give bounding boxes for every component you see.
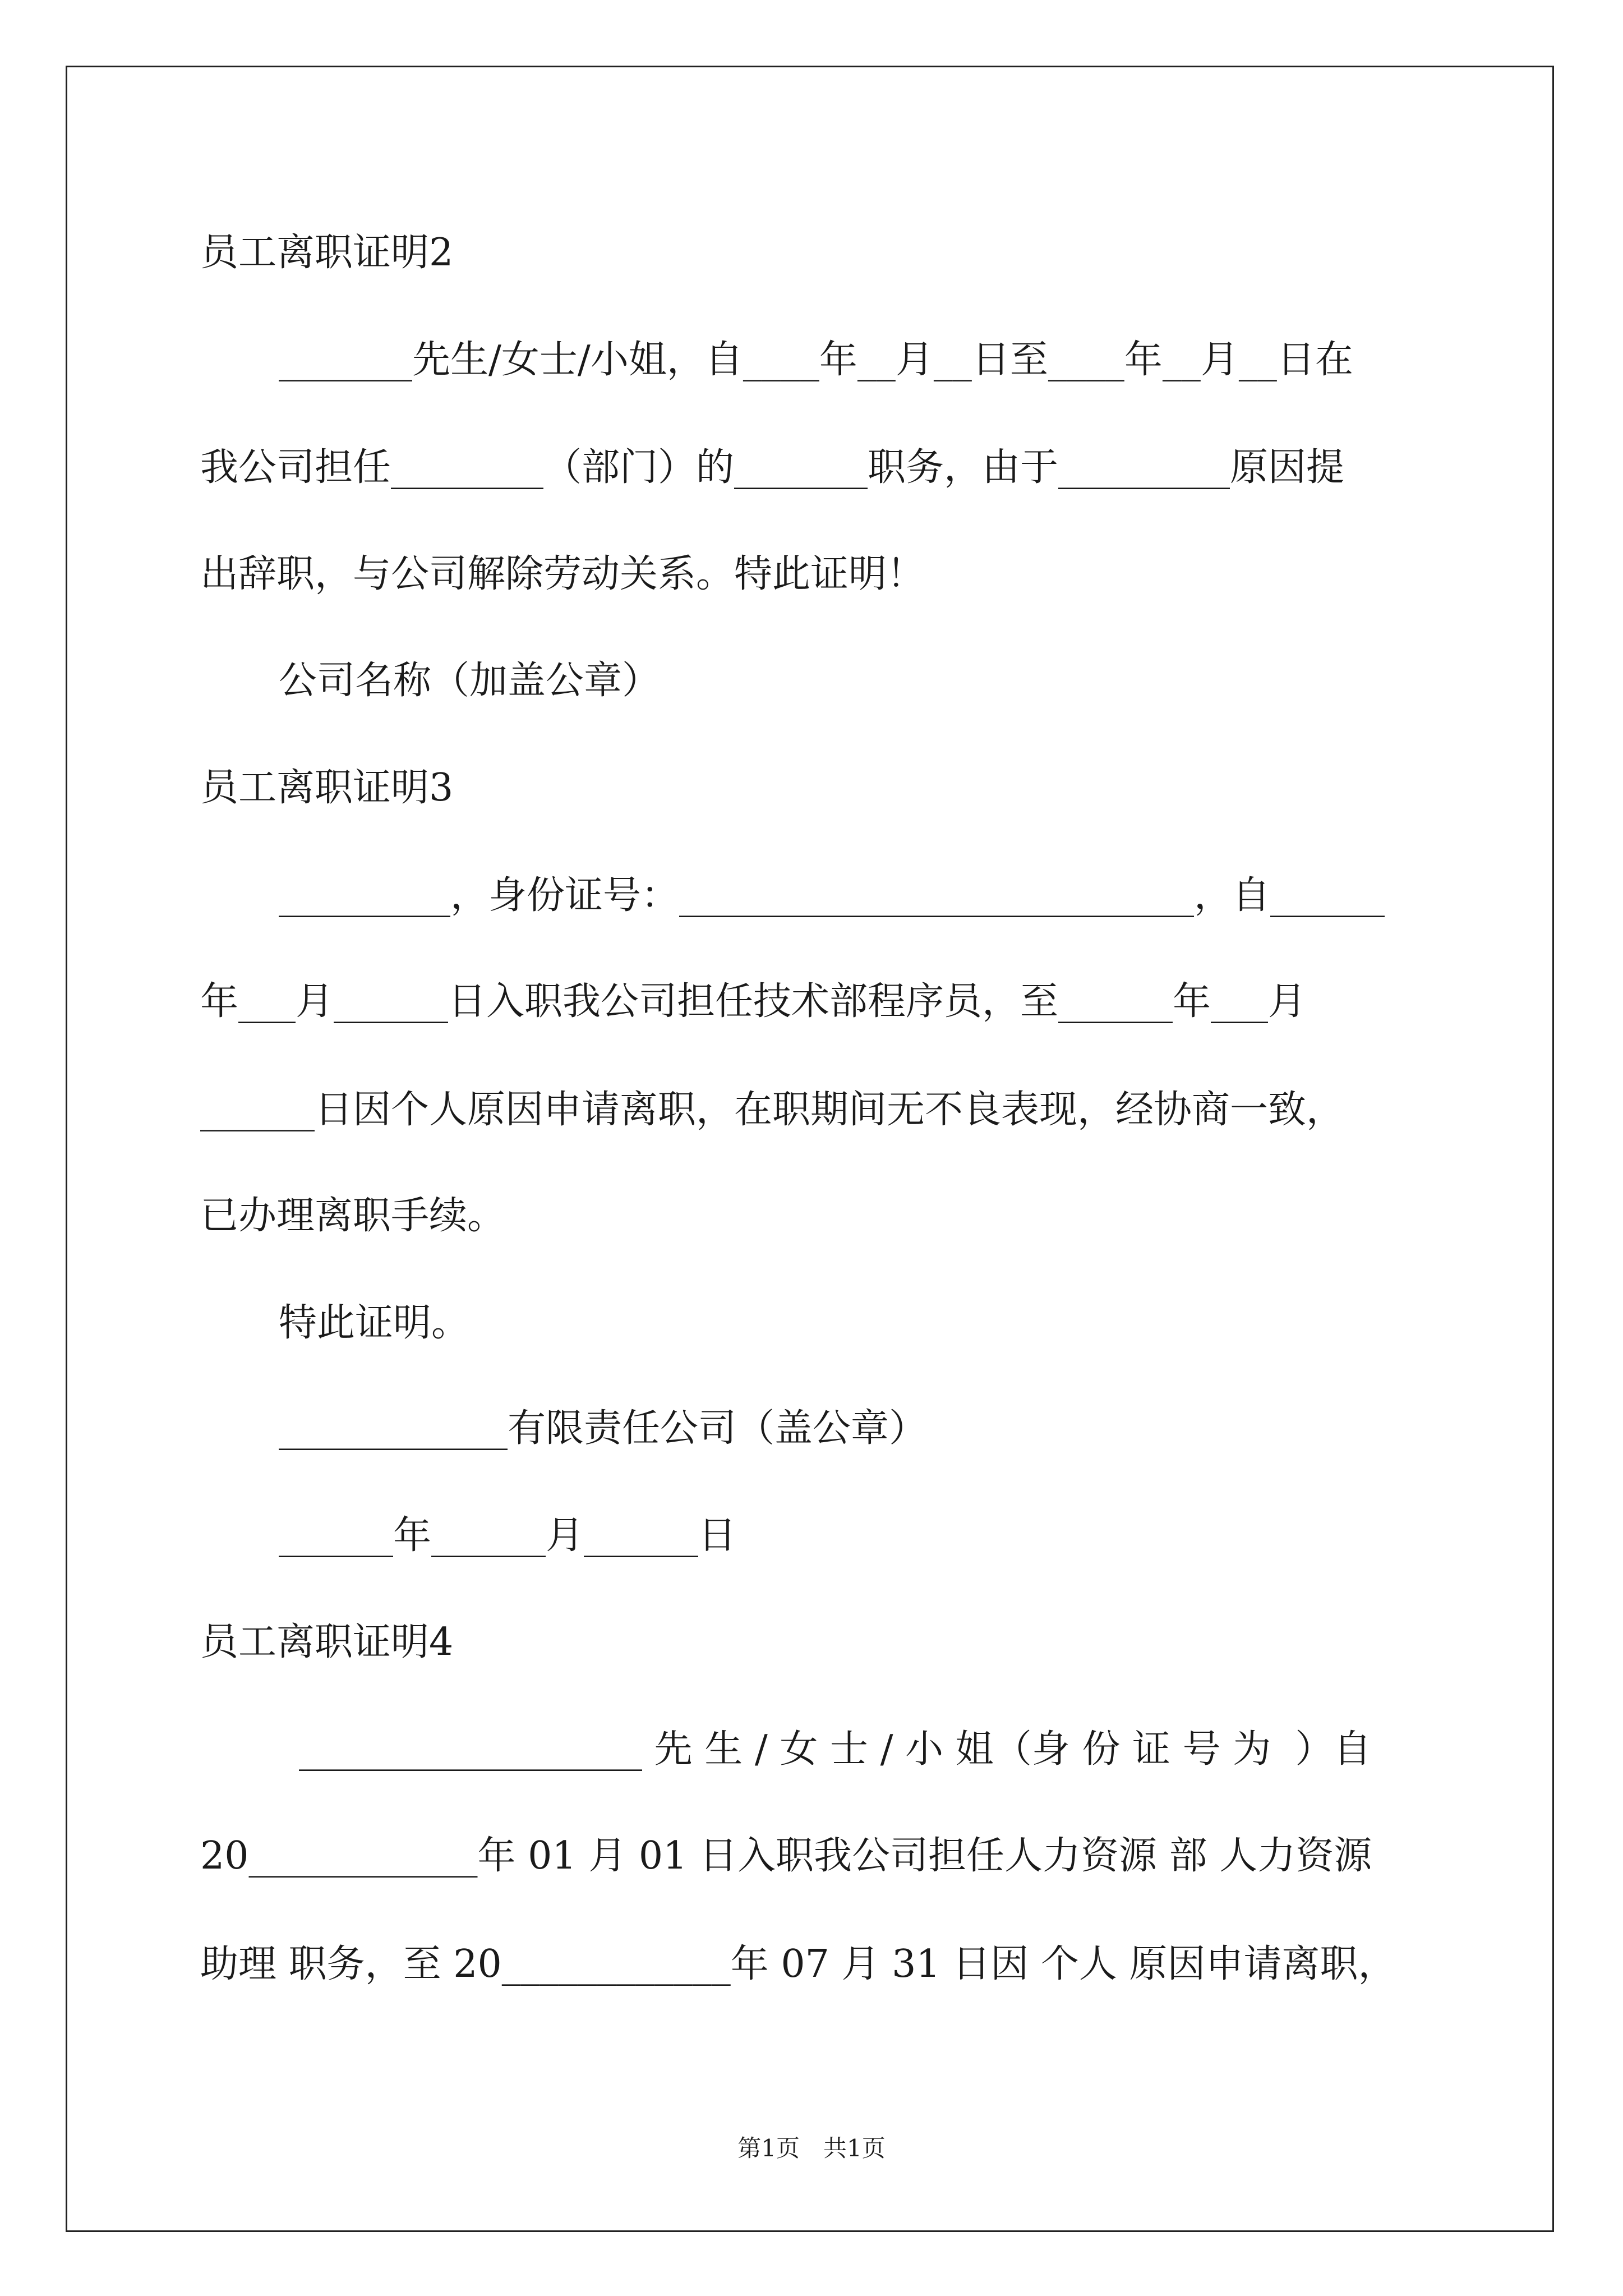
paragraph-line: 已办理离职手续。 — [200, 1194, 506, 1238]
paragraph-line: 出辞职，与公司解除劳动关系。特此证明！ — [200, 552, 925, 596]
paragraph-line: 助理 职务，至 20____________年 07 月 31 日因 个人 原因申请离职， — [200, 1942, 1396, 1986]
paragraph-line: 年___月______日入职我公司担任技术部程序员，至______年___月 — [200, 979, 1307, 1024]
section-title-3: 员工离职证明3 — [200, 766, 454, 810]
company-seal-line: ____________有限责任公司（盖公章） — [279, 1406, 928, 1451]
paragraph-line: 20____________年 01 月 01 日入职我公司担任人力资源 部 人力资源 — [200, 1834, 1372, 1878]
certify-line: 特此证明。 — [279, 1301, 470, 1345]
section-title-4: 员工离职证明4 — [200, 1620, 454, 1664]
company-seal-line: 公司名称（加盖公章） — [279, 659, 661, 703]
page-number: 第1页 共1页 — [737, 2134, 886, 2162]
paragraph-line: __________________ 先 生 / 女 士 / 小 姐（身 份 证 号 为 ）自 — [299, 1727, 1372, 1772]
section-title-2: 员工离职证明2 — [200, 231, 454, 275]
date-line: ______年______月______日 — [279, 1513, 737, 1558]
paragraph-line: _________，身份证号：___________________________，自______ — [279, 873, 1385, 918]
page-border — [66, 66, 1554, 2232]
paragraph-line: _______先生/女士/小姐，自____年__月__日至____年__月__日在 — [279, 338, 1353, 382]
paragraph-line: 我公司担任________（部门）的_______职务，由于_________原因提 — [200, 445, 1345, 490]
paragraph-line: ______日因个人原因申请离职，在职期间无不良表现，经协商一致， — [200, 1088, 1345, 1132]
